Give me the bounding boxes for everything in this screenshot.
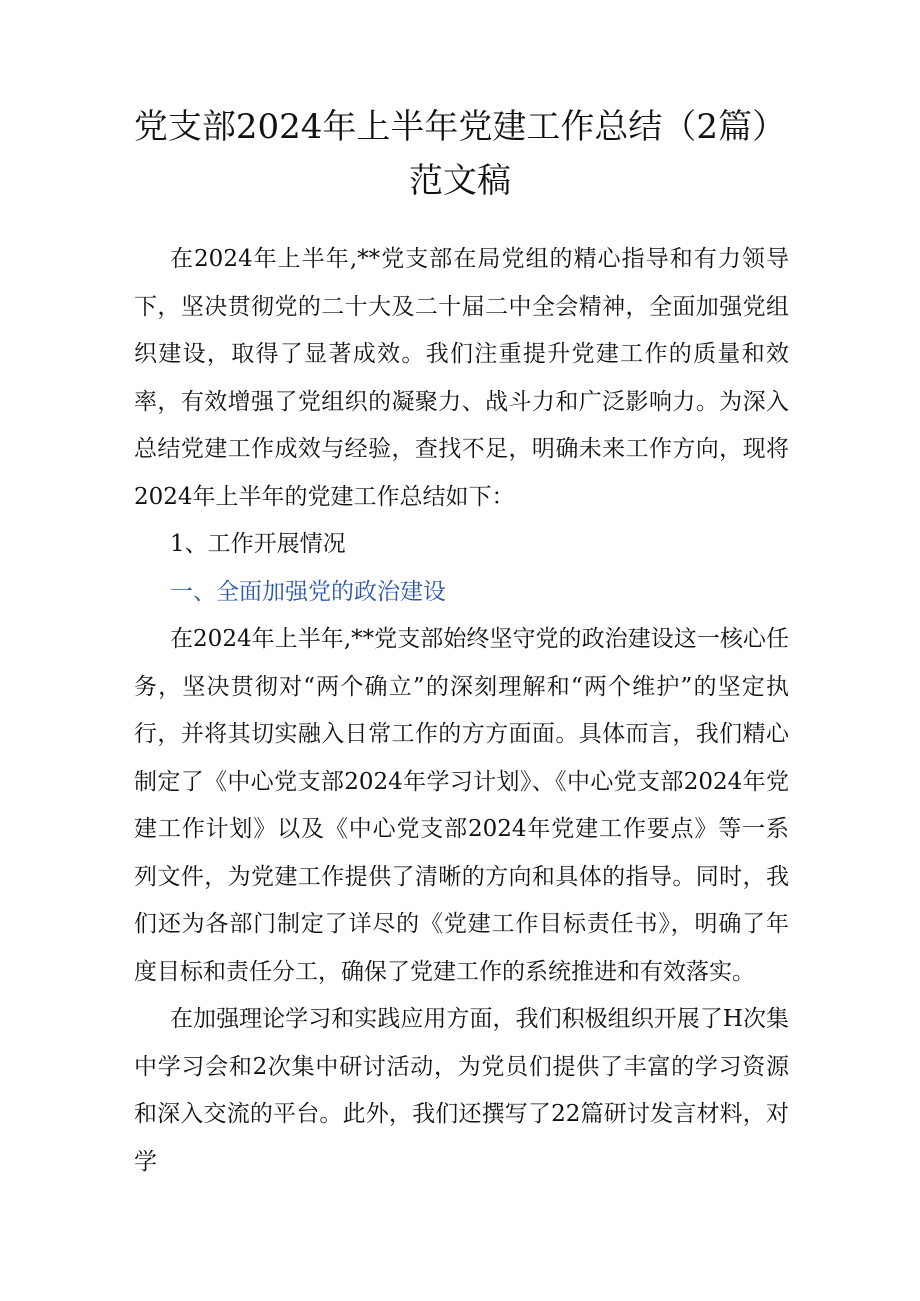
theory-study-paragraph: 在加强理论学习和实践应用方面，我们积极组织开展了H次集中学习会和2次集中研讨活动，为党员们提供了丰富的学习资源和深入交流的平台。此外，我们还撰写了22篇研讨发言材料，对学 xyxy=(134,1006,789,1175)
document-title xyxy=(0,100,920,208)
title-line-1: 党支部2024年上半年党建工作总结（2篇） xyxy=(133,107,787,147)
intro-paragraph: 在2024年上半年,**党支部在局党组的精心指导和有力领导下，坚决贯彻党的二十大及二十届二中全会精神，全面加强党组织建设，取得了显著成效。我们注重提升党建工作的质量和效率，有效增强了党组织的凝聚力、战斗力和广泛影响力。为深入总结党建工作成效与经验，查找不足，明确未来工作方向，现将2024年上半年的党建工作总结如下： xyxy=(134,246,789,510)
section-heading-work-status: 1、工作开展情况 xyxy=(170,531,346,557)
title-line-2: 范文稿 xyxy=(409,161,511,201)
document-body xyxy=(134,236,789,1186)
subsection-heading-political-construction: 一、全面加强党的政治建设 xyxy=(170,578,446,605)
political-construction-paragraph: 在2024年上半年,**党支部始终坚守党的政治建设这一核心任务，坚决贯彻对“两个确立”的深刻理解和“两个维护”的坚定执行，并将其切实融入日常工作的方方面面。具体而言，我们精心制定了《中心党支部2024年学习计划》、《中心党支部2024年党建工作计划》以及《中心党支部2024年党建工作要点》等一系列文件，为党建工作提供了清晰的方向和具体的指导。同时，我们还为各部门制定了详尽的《党建工作目标责任书》，明确了年度目标和责任分工，确保了党建工作的系统推进和有效落实。 xyxy=(134,626,789,985)
